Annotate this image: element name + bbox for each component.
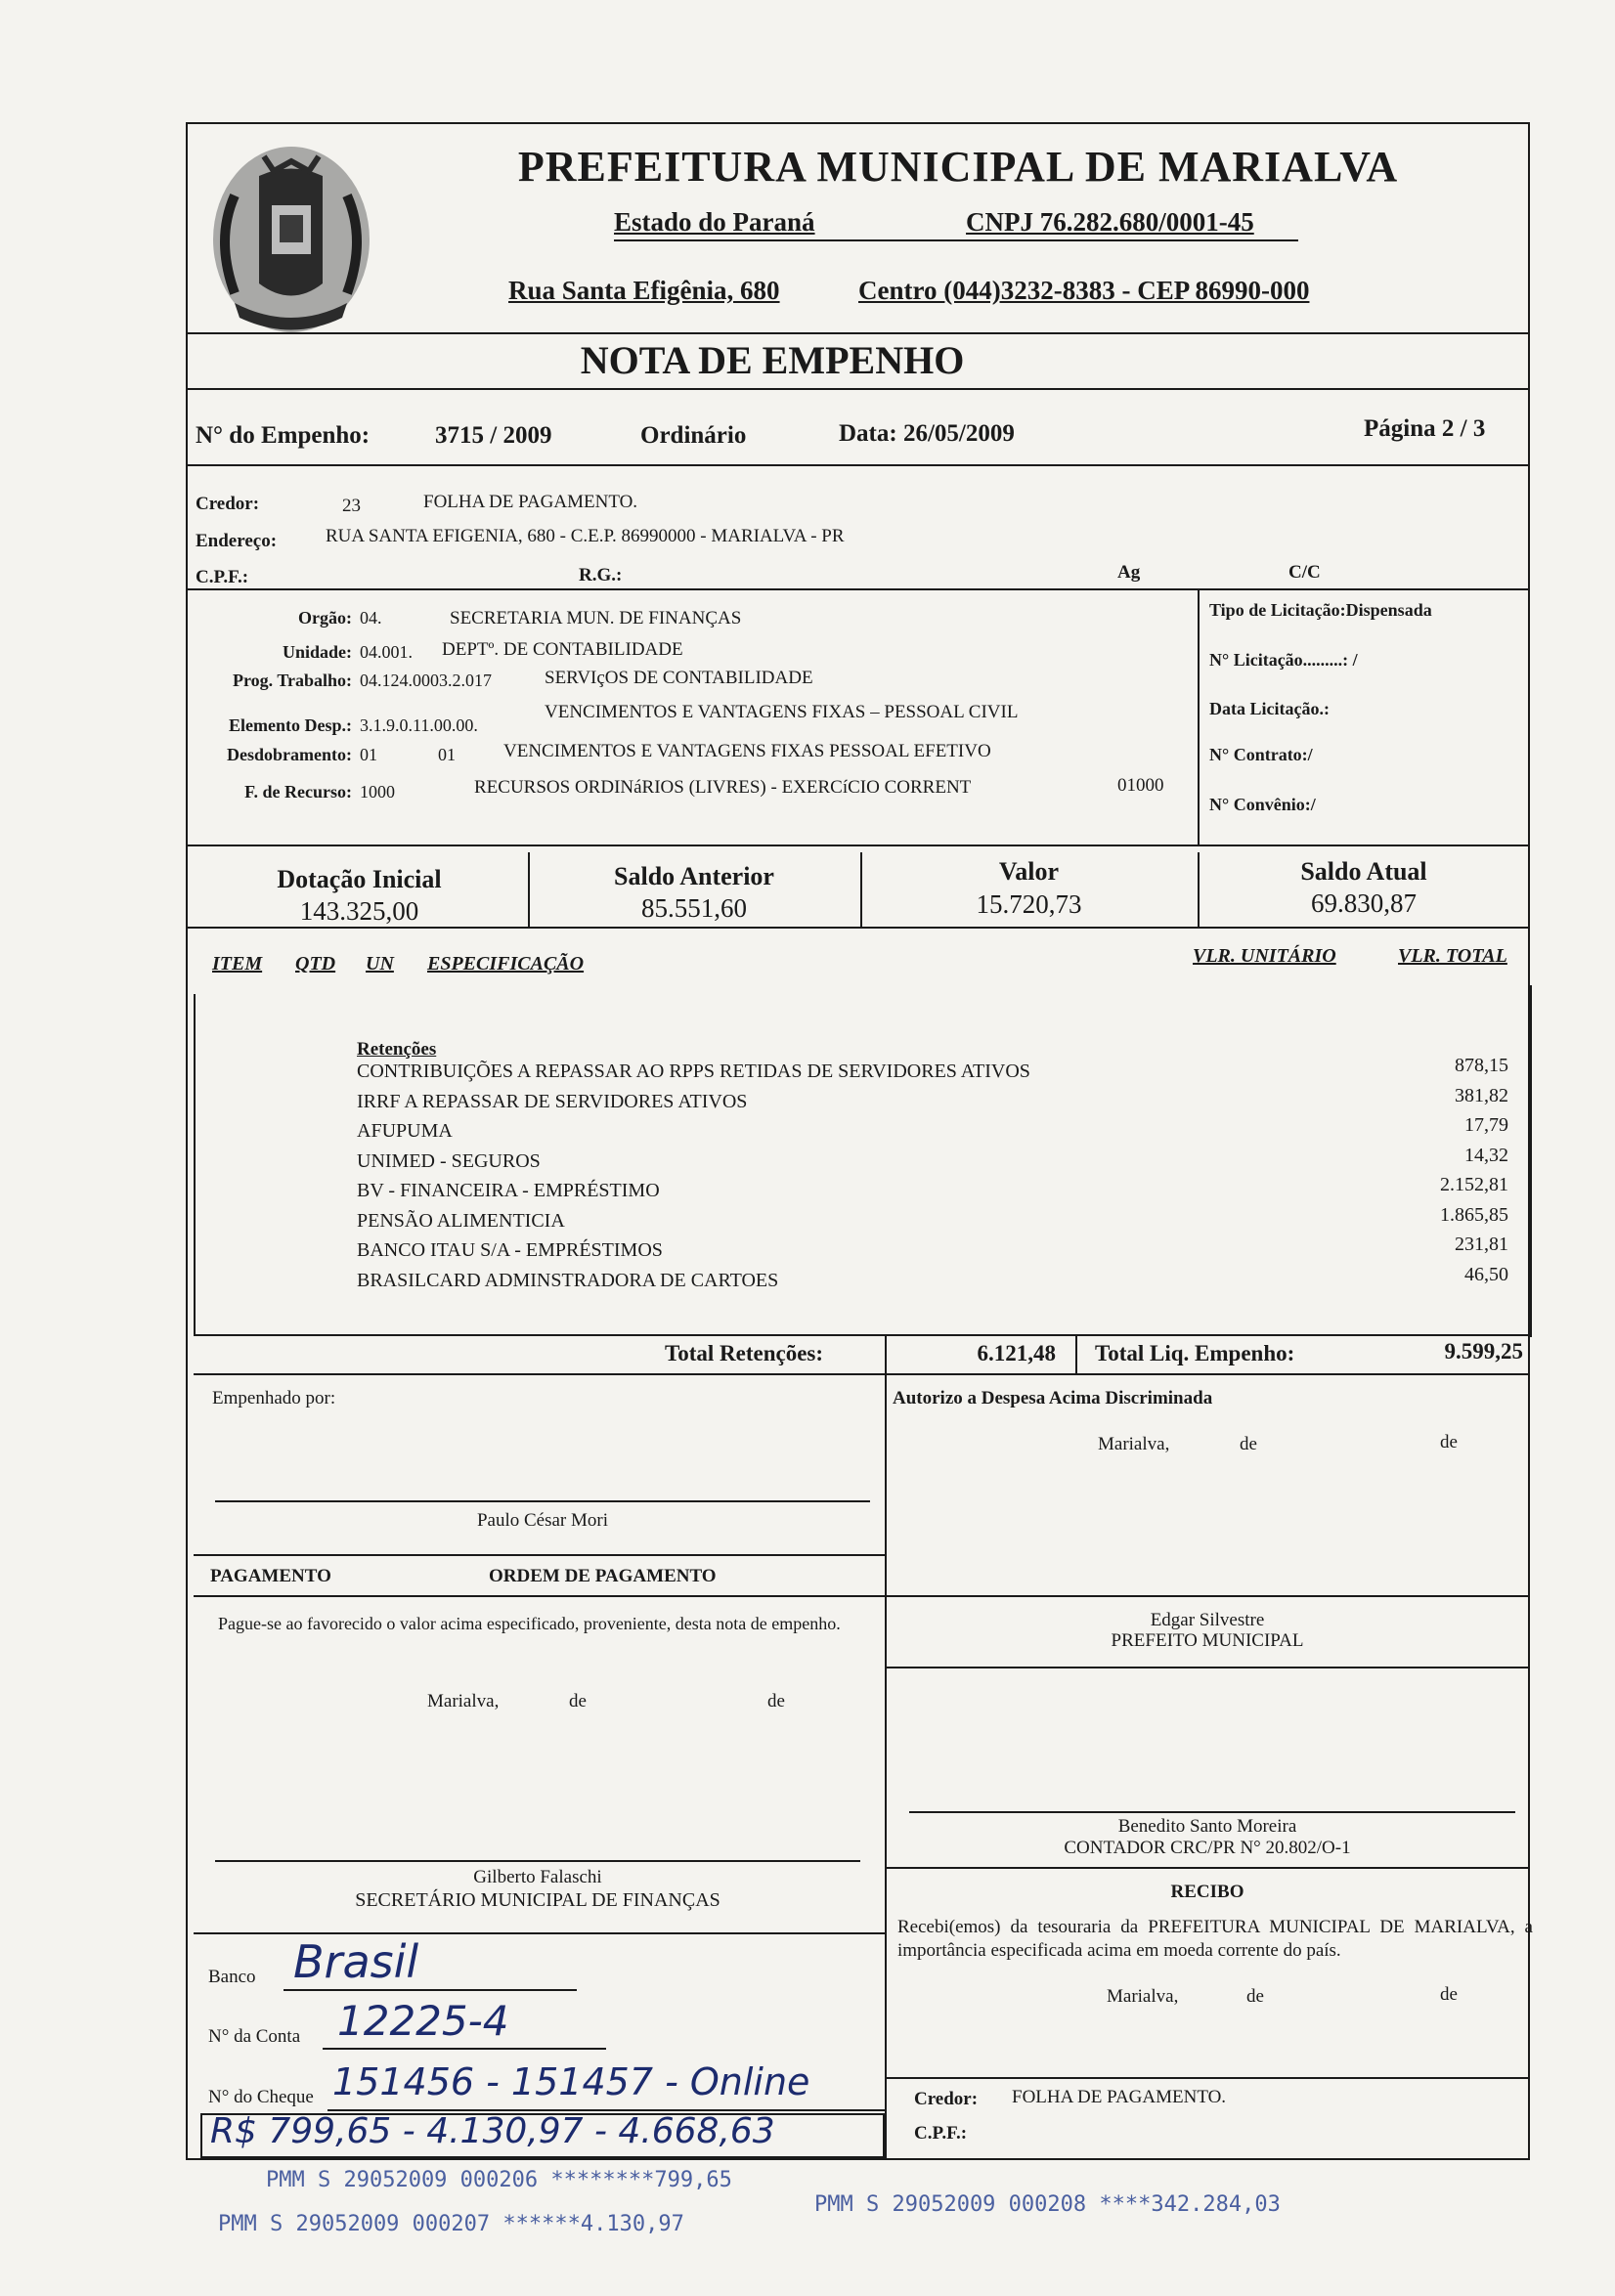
licitacao-convenio: N° Convênio:/ <box>1209 795 1316 814</box>
retencao-desc: PENSÃO ALIMENTICIA <box>357 1209 565 1232</box>
orcamento-desc: VENCIMENTOS E VANTAGENS FIXAS PESSOAL EFETIVO <box>503 741 991 761</box>
credor-recibo-line <box>885 2077 1530 2079</box>
pagamento-label: PAGAMENTO <box>210 1566 331 1586</box>
orcamento-desc: RECURSOS ORDINáRIOS (LIVRES) - EXERCíCIO CORRENT <box>474 777 972 798</box>
totals-top-line <box>194 1334 1530 1336</box>
saldos-divider-1 <box>528 852 530 929</box>
secretario-title: SECRETÁRIO MUNICIPAL DE FINANÇAS <box>355 1889 720 1911</box>
anterior-value: 85.551,60 <box>641 893 747 923</box>
empenho-num-value: 3715 / 2009 <box>435 422 552 449</box>
header-line-1 <box>614 239 1298 241</box>
orcamento-code: 04. <box>360 608 382 628</box>
empenho-tipo: Ordinário <box>640 422 747 449</box>
empenho-line <box>186 464 1530 466</box>
valor-label: Valor <box>998 857 1060 886</box>
contador-title: CONTADOR CRC/PR N° 20.802/O-1 <box>1064 1838 1351 1858</box>
pagamento-top-line <box>194 1554 885 1556</box>
items-right-border <box>1530 985 1532 1337</box>
header-title: PREFEITURA MUNICIPAL DE MARIALVA <box>517 143 1399 191</box>
signatures-vertical-divider <box>885 1373 887 2160</box>
total-retencoes-value: 6.121,48 <box>977 1341 1056 1365</box>
licitacao-contrato: N° Contrato:/ <box>1209 745 1313 764</box>
credor-code: 23 <box>342 496 361 516</box>
col-vlr-total: VLR. TOTAL <box>1398 945 1507 967</box>
recibo-text: Recebi(emos) da tesouraria da PREFEITURA MUNICIPAL DE MARIALVA, a importância especificada acima em moeda corrente do país. <box>897 1917 1533 1961</box>
col-un: UN <box>366 953 394 975</box>
retencao-value: 2.152,81 <box>1440 1174 1508 1195</box>
licitacao-numero: N° Licitação.........: / <box>1209 650 1358 670</box>
paulo-name: Paulo César Mori <box>476 1510 609 1531</box>
recibo-de-2: de <box>1440 1984 1458 2005</box>
orcamento-desc: SECRETARIA MUN. DE FINANÇAS <box>450 608 742 628</box>
atual-value: 69.830,87 <box>1311 888 1417 918</box>
header-line-3 <box>186 388 1530 390</box>
col-qtd: QTD <box>295 953 336 975</box>
totals-divider-1 <box>885 1334 887 1375</box>
orcamento-label: Unidade: <box>282 642 352 662</box>
header-endereco: Rua Santa Efigênia, 680 <box>508 276 780 305</box>
bank-stamp-1: PMM S 29052009 000206 ********799,65 <box>266 2168 732 2192</box>
saldos-line <box>186 927 1530 929</box>
ag-label: Ag <box>1117 562 1141 583</box>
rg-label: R.G.: <box>579 565 623 585</box>
retencao-value: 381,82 <box>1455 1084 1508 1106</box>
orcamento-code: 1000 <box>360 782 395 801</box>
empenho-data: Data: 26/05/2009 <box>839 420 1015 447</box>
recibo-credor-value: FOLHA DE PAGAMENTO. <box>1012 2087 1227 2107</box>
header-cnpj: CNPJ 76.282.680/0001-45 <box>966 207 1254 237</box>
total-liq-label: Total Liq. Empenho: <box>1095 1341 1295 1365</box>
conta-handwritten: 12225-4 <box>337 1997 509 2045</box>
credor-name: FOLHA DE PAGAMENTO. <box>423 492 638 512</box>
orcamento-desc: VENCIMENTOS E VANTAGENS FIXAS – PESSOAL CIVIL <box>545 702 1019 722</box>
retencao-desc: BRASILCARD ADMINSTRADORA DE CARTOES <box>357 1269 779 1291</box>
orcamento-line <box>186 845 1530 846</box>
cheque-label: N° do Cheque <box>208 2087 314 2107</box>
recibo-credor-label: Credor: <box>914 2089 979 2109</box>
orcamento-extra: 01000 <box>1117 775 1164 796</box>
totals-bottom-line <box>194 1373 1530 1375</box>
col-item: ITEM <box>212 953 263 975</box>
recibo-cpf-label: C.P.F.: <box>914 2123 968 2144</box>
recibo-marialva: Marialva, <box>1107 1986 1179 2007</box>
orcamento-code2: 01 <box>438 745 456 764</box>
conta-underline <box>323 2048 606 2050</box>
orcamento-code: 04.124.0003.2.017 <box>360 671 492 690</box>
pagamento-de-1: de <box>569 1691 587 1711</box>
orcamento-code: 3.1.9.0.11.00.00. <box>360 715 478 735</box>
retencao-value: 878,15 <box>1455 1055 1508 1076</box>
valores-box <box>200 2113 885 2158</box>
atual-label: Saldo Atual <box>1300 857 1427 886</box>
cpf-label: C.P.F.: <box>196 567 249 587</box>
empenho-pagina: Página 2 / 3 <box>1364 415 1486 442</box>
banco-handwritten: Brasil <box>293 1935 419 1988</box>
total-retencoes-label: Total Retenções: <box>665 1341 824 1365</box>
retencao-desc: CONTRIBUIÇÕES A REPASSAR AO RPPS RETIDAS DE SERVIDORES ATIVOS <box>357 1061 1030 1082</box>
autorizo-de-2: de <box>1440 1432 1458 1452</box>
banco-label: Banco <box>208 1967 256 1987</box>
licitacao-divider <box>1198 588 1200 845</box>
paulo-sign-line <box>215 1500 870 1502</box>
retencao-desc: IRRF A REPASSAR DE SERVIDORES ATIVOS <box>357 1090 748 1112</box>
cheque-handwritten: 151456 - 151457 - Online <box>332 2060 810 2103</box>
retencao-value: 231,81 <box>1455 1234 1508 1255</box>
pagamento-marialva: Marialva, <box>427 1691 500 1711</box>
banco-block-top-line <box>194 1932 885 1934</box>
items-left-border <box>194 994 196 1336</box>
licitacao-tipo: Tipo de Licitação:Dispensada <box>1209 600 1432 620</box>
cc-label: C/C <box>1288 562 1321 583</box>
conta-label: N° da Conta <box>208 2026 301 2047</box>
orcamento-desc: SERVIçOS DE CONTABILIDADE <box>545 668 813 688</box>
empenho-num-label: N° do Empenho: <box>196 422 371 449</box>
totals-divider-2 <box>1075 1334 1077 1375</box>
bank-stamp-3: PMM S 29052009 000208 ****342.284,03 <box>814 2192 1281 2217</box>
header-contato: Centro (044)3232-8383 - CEP 86990-000 <box>858 276 1310 305</box>
dotacao-value: 143.325,00 <box>299 896 419 926</box>
benedito-sign-line <box>909 1811 1515 1813</box>
dotacao-label: Dotação Inicial <box>277 865 442 893</box>
orcamento-label: Desdobramento: <box>227 745 352 764</box>
autorizo-despesa: Autorizo a Despesa Acima Discriminada <box>893 1388 1213 1408</box>
orcamento-label: Orgão: <box>298 608 352 628</box>
header-line-2 <box>186 332 1530 334</box>
orcamento-desc: DEPTº. DE CONTABILIDADE <box>442 639 683 660</box>
pagamento-de-2: de <box>767 1691 785 1711</box>
endereco-value: RUA SANTA EFIGENIA, 680 - C.E.P. 86990000 - MARIALVA - PR <box>326 526 845 546</box>
col-vlr-unit: VLR. UNITÁRIO <box>1193 945 1336 967</box>
orcamento-code: 01 <box>360 745 377 764</box>
saldos-divider-2 <box>860 852 862 929</box>
orcamento-label: F. de Recurso: <box>244 782 352 801</box>
header-estado: Estado do Paraná <box>614 207 815 237</box>
ordem-pagamento-label: ORDEM DE PAGAMENTO <box>489 1566 717 1586</box>
orcamento-code: 04.001. <box>360 642 413 662</box>
coat-of-arms-emblem <box>205 137 376 342</box>
anterior-label: Saldo Anterior <box>614 862 774 890</box>
retencao-value: 14,32 <box>1464 1144 1508 1166</box>
orcamento-label: Elemento Desp.: <box>229 715 352 735</box>
col-espec: ESPECIFICAÇÃO <box>427 953 585 975</box>
retencao-desc: BANCO ITAU S/A - EMPRÉSTIMOS <box>357 1239 663 1261</box>
retencao-value: 17,79 <box>1464 1114 1508 1136</box>
recibo-de-1: de <box>1246 1986 1264 2007</box>
retencao-desc: BV - FINANCEIRA - EMPRÉSTIMO <box>357 1180 660 1201</box>
empenhado-por: Empenhado por: <box>212 1388 336 1408</box>
credor-label: Credor: <box>196 494 260 514</box>
retencao-value: 46,50 <box>1464 1263 1508 1285</box>
gilberto-sign-line <box>215 1860 860 1862</box>
orcamento-label: Prog. Trabalho: <box>232 671 352 690</box>
doc-title: NOTA DE EMPENHO <box>580 338 965 382</box>
banco-underline <box>284 1989 577 1991</box>
autorizo-de-1: de <box>1240 1434 1257 1454</box>
prefeito-bottom-line <box>885 1667 1530 1668</box>
autorizo-marialva: Marialva, <box>1098 1434 1170 1454</box>
endereco-label: Endereço: <box>196 531 278 551</box>
recibo-top-line <box>885 1867 1530 1869</box>
valor-value: 15.720,73 <box>976 889 1082 919</box>
pagamento-bottom-line <box>194 1595 1530 1597</box>
retencao-desc: AFUPUMA <box>357 1120 453 1142</box>
valores-handwritten: R$ 799,65 - 4.130,97 - 4.668,63 <box>210 2111 775 2151</box>
retencao-value: 1.865,85 <box>1440 1203 1508 1226</box>
edgar-name: Edgar Silvestre <box>1150 1610 1265 1630</box>
credor-line <box>186 588 1530 590</box>
recibo-title: RECIBO <box>1170 1882 1244 1902</box>
retencao-desc: UNIMED - SEGUROS <box>357 1149 541 1172</box>
bank-stamp-2: PMM S 29052009 000207 ******4.130,97 <box>218 2212 684 2236</box>
retencoes-title: Retenções <box>357 1039 437 1060</box>
benedito-name: Benedito Santo Moreira <box>1117 1816 1297 1837</box>
licitacao-data: Data Licitação.: <box>1209 699 1330 718</box>
total-liq-value: 9.599,25 <box>1444 1339 1523 1364</box>
prefeito-title: PREFEITO MUNICIPAL <box>1111 1630 1304 1651</box>
gilberto-name: Gilberto Falaschi <box>473 1867 602 1887</box>
saldos-divider-3 <box>1198 852 1200 929</box>
pague-se-text: Pague-se ao favorecido o valor acima especificado, proveniente, desta nota de empenho. <box>218 1614 841 1633</box>
